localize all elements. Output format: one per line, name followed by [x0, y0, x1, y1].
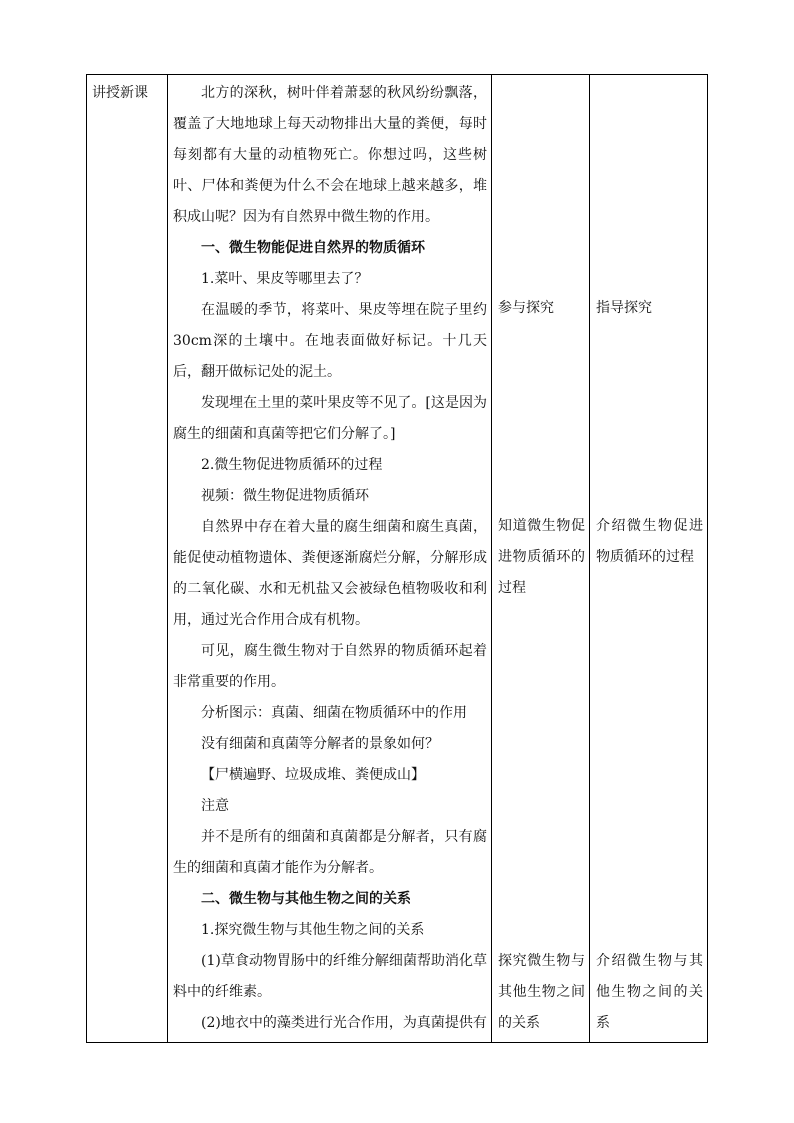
content-paragraph: 没有细菌和真菌等分解者的景象如何？	[201, 736, 439, 752]
student-activity-1: 参与探究	[498, 300, 554, 316]
teacher-activity-cell	[590, 75, 708, 1043]
teacher-activity-2: 介绍微生物促进物质循环的过程	[596, 518, 703, 565]
table-row	[87, 75, 708, 1043]
student-activity-3: 探究微生物与其他生物之间的关系	[498, 953, 585, 1031]
content-paragraph: 1.探究微生物与其他生物之间的关系	[201, 922, 425, 938]
teacher-activity-3: 介绍微生物与其他生物之间的关系	[596, 953, 703, 1031]
content-paragraph: 二、微生物与其他生物之间的关系	[201, 891, 411, 907]
stage-label: 讲授新课	[92, 85, 148, 101]
lesson-plan-table	[86, 74, 708, 1043]
content-paragraph: 一、微生物能促进自然界的物质循环	[201, 240, 425, 256]
content-paragraph: 自然界中存在着大量的腐生细菌和腐生真菌，能促使动植物遗体、粪便逐渐腐烂分解，分解形成的二氧化碳、水和无机盐又会被绿色植物吸收和利用，通过光合作用合成有机物。	[173, 519, 487, 628]
content-paragraph: 分析图示：真菌、细菌在物质循环中的作用	[201, 705, 467, 721]
content-paragraph: 【尸横遍野、垃圾成堆、粪便成山】	[201, 767, 425, 783]
content-paragraph: 北方的深秋，树叶伴着萧瑟的秋风纷纷飘落，覆盖了大地地球上每天动物排出大量的粪便，每时每刻都有大量的动植物死亡。你想过吗，这些树叶、尸体和粪便为什么不会在地球上越来越多，堆积成山呢？因为有自然界中微生物的作用。	[173, 85, 487, 225]
content-cell	[168, 75, 492, 1043]
stage-cell	[87, 75, 168, 1043]
content-paragraph: 1.菜叶、果皮等哪里去了？	[201, 271, 369, 287]
content-paragraph: (2)地衣中的藻类进行光合作用，为真菌提供有	[201, 1015, 487, 1031]
content-paragraph: 注意	[201, 798, 229, 814]
content-paragraph: 2.微生物促进物质循环的过程	[201, 457, 383, 473]
student-activity-2: 知道微生物促进物质循环的过程	[498, 518, 585, 596]
lesson-content	[168, 75, 491, 1039]
content-paragraph: 在温暖的季节，将菜叶、果皮等埋在院子里约30cm深的土壤中。在地表面做好标记。十几天后，翻开做标记处的泥土。	[173, 302, 487, 380]
content-paragraph: 视频：微生物促进物质循环	[201, 488, 369, 504]
content-paragraph: 发现埋在土里的菜叶果皮等不见了。[这是因为腐生的细菌和真菌等把它们分解了。]	[173, 395, 487, 442]
student-activity-cell	[492, 75, 590, 1043]
content-paragraph: 可见，腐生微生物对于自然界的物质循环起着非常重要的作用。	[173, 643, 487, 690]
teacher-activity-1: 指导探究	[596, 300, 652, 316]
content-paragraph: 并不是所有的细菌和真菌都是分解者，只有腐生的细菌和真菌才能作为分解者。	[173, 829, 487, 876]
content-paragraph: (1)草食动物胃肠中的纤维分解细菌帮助消化草料中的纤维素。	[173, 953, 487, 1000]
